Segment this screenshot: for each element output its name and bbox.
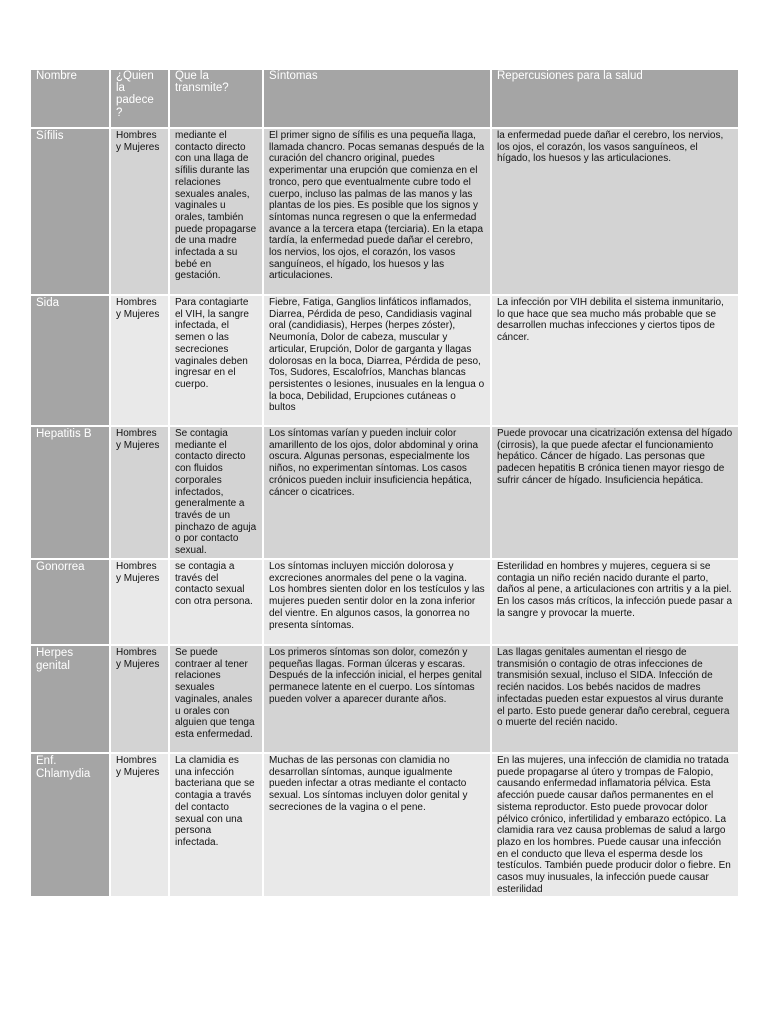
cell-nombre: Hepatitis B [31,427,111,560]
header-quien-padece: ¿Quien la padece ? [111,70,170,129]
cell-transmite: Para contagiarte el VIH, la sangre infectada, el semen o las secreciones vaginales deben ingresar en el cuerpo. [170,296,264,427]
table-row [31,646,738,754]
header-nombre: Nombre [31,70,111,129]
cell-nombre: Gonorrea [31,560,111,646]
table-row [31,129,738,296]
table-row [31,296,738,427]
cell-transmite: Se contagia mediante el contacto directo con fluidos corporales infectados, generalmente a través de un pinchazo de aguja o por contacto sexual. [170,427,264,560]
cell-padece: Hombres y Mujeres [111,129,170,296]
cell-sintomas: Los primeros síntomas son dolor, comezón y pequeñas llagas. Forman úlceras y escaras. Después de la infección inicial, el herpes genital permanece latente en el cuerpo. Los síntomas pueden volver a aparecer durante años. [264,646,492,754]
std-table [31,70,738,898]
cell-repercusiones: Las llagas genitales aumentan el riesgo de transmisión o contagio de otras infecciones de transmisión sexual, incluso el SIDA. Infección de recién nacidos. Los bebés nacidos de madres infectadas pueden estar expuestos al virus durante el parto. Esto puede generar daño cerebral, ceguera o muerte del recién nacido. [492,646,738,754]
cell-sintomas: Fiebre, Fatiga, Ganglios linfáticos inflamados, Diarrea, Pérdida de peso, Candidiasis vaginal oral (candidiasis), Herpes (herpes zóster), Neumonía, Dolor de cabeza, muscular y articular, Erupción, Dolor de garganta y llagas dolorosas en la boca, Diarrea, Pérdida de peso, Tos, Sudores, Escalofríos, Manchas blancas persistentes o lesiones, inusuales en la lengua o la boca, Debilidad, Erupciones cutáneas o bultos [264,296,492,427]
cell-transmite: Se puede contraer al tener relaciones sexuales vaginales, anales u orales con alguien que tenga esta enfermedad. [170,646,264,754]
cell-nombre: Herpes genital [31,646,111,754]
cell-repercusiones: la enfermedad puede dañar el cerebro, los nervios, los ojos, el corazón, los vasos sanguíneos, el hígado, los huesos y las articulaciones. [492,129,738,296]
cell-nombre: Sida [31,296,111,427]
cell-repercusiones: La infección por VIH debilita el sistema inmunitario, lo que hace que sea mucho más probable que se desarrollen muchas infecciones y ciertos tipos de cáncer. [492,296,738,427]
table-row [31,560,738,646]
cell-repercusiones: Puede provocar una cicatrización extensa del hígado (cirrosis), la que puede afectar el funcionamiento hepático. Cáncer de hígado. Las personas que padecen hepatitis B crónica tienen mayor riesgo de sufrir cáncer de hígado. Insuficiencia hepática. [492,427,738,560]
header-que-transmite: Que la transmite? [170,70,264,129]
cell-padece: Hombres y Mujeres [111,427,170,560]
table-header-row [31,70,738,129]
cell-padece: Hombres y Mujeres [111,296,170,427]
header-sintomas: Síntomas [264,70,492,129]
cell-repercusiones: En las mujeres, una infección de clamidia no tratada puede propagarse al útero y trompas de Falopio, causando enfermedad inflamatoria pélvica. Esta afección puede causar daños permanentes en el sistema reproductor. Esto puede provocar dolor pélvico crónico, infertilidad y embarazo ectópico. La clamidia rara vez causa problemas de salud a largo plazo en los hombres. Puede causar una infección en el conducto que lleva el esperma desde los testículos. También puede producir dolor o fiebre. En casos muy inusuales, la infección puede causar esterilidad [492,754,738,898]
cell-padece: Hombres y Mujeres [111,754,170,898]
cell-repercusiones: Esterilidad en hombres y mujeres, ceguera si se contagia un niño recién nacido durante el parto, daños al pene, a articulaciones con artritis y a la piel. En los casos más críticos, la infección puede pasar a la sangre y provocar la muerte. [492,560,738,646]
cell-padece: Hombres y Mujeres [111,560,170,646]
cell-padece: Hombres y Mujeres [111,646,170,754]
cell-transmite: se contagia a través del contacto sexual con otra persona. [170,560,264,646]
cell-transmite: La clamidia es una infección bacteriana que se contagia a través del contacto sexual con una persona infectada. [170,754,264,898]
cell-sintomas: El primer signo de sífilis es una pequeña llaga, llamada chancro. Pocas semanas después de la curación del chancro original, puedes experimentar una erupción que comienza en el tronco, pero que eventualmente cubre todo el cuerpo, incluso las palmas de las manos y las plantas de los pies. Es posible que los signos y síntomas nunca regresen o que la enfermedad avance a la tercera etapa (terciaria). En la etapa tardía, la enfermedad puede dañar el cerebro, los nervios, los ojos, el corazón, los vasos sanguíneos, el hígado, los huesos y las articulaciones. [264,129,492,296]
header-repercusiones: Repercusiones para la salud [492,70,738,129]
cell-nombre: Sífilis [31,129,111,296]
cell-transmite: mediante el contacto directo con una llaga de sífilis durante las relaciones sexuales anales, vaginales u orales, también puede propagarse de una madre infectada a su bebé en gestación. [170,129,264,296]
cell-sintomas: Los síntomas varían y pueden incluir color amarillento de los ojos, dolor abdominal y orina oscura. Algunas personas, especialmente los niños, no experimentan síntomas. Los casos crónicos pueden incluir insuficiencia hepática, cáncer o cicatrices. [264,427,492,560]
table-row [31,754,738,898]
table-row [31,427,738,560]
cell-nombre: Enf. Chlamydia [31,754,111,898]
cell-sintomas: Muchas de las personas con clamidia no desarrollan síntomas, aunque igualmente pueden infectar a otras mediante el contacto sexual. Los síntomas incluyen dolor genital y secreciones de la vagina o el pene. [264,754,492,898]
cell-sintomas: Los síntomas incluyen micción dolorosa y excreciones anormales del pene o la vagina. Los hombres sienten dolor en los testículos y las mujeres pueden sentir dolor en la zona inferior del vientre. En algunos casos, la gonorrea no presenta síntomas. [264,560,492,646]
